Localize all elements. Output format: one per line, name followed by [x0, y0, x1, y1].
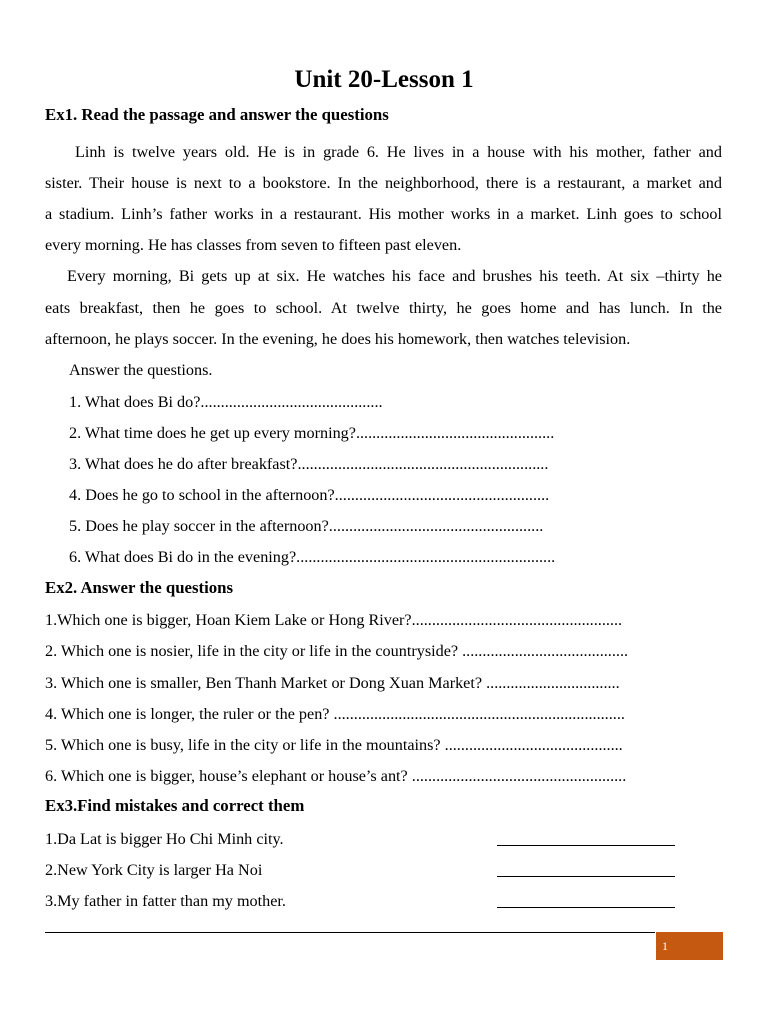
ex1-question: 1. What does Bi do?.............................................: [69, 393, 383, 411]
passage-line: eats breakfast, then he goes to school. At twelve thirty, he goes home and has lunch. In the: [45, 299, 722, 317]
ex2-question: 2. Which one is nosier, life in the city or life in the countryside? .........................................: [45, 642, 629, 660]
ex1-question: 3. What does he do after breakfast?..............................................................: [69, 455, 549, 473]
ex3-heading: Ex3.Find mistakes and correct them: [45, 796, 305, 815]
passage-line: sister. Their house is next to a bookstore. In the neighborhood, there is a restaurant, a market and: [45, 174, 722, 192]
passage-line: Linh is twelve years old. He is in grade 6. He lives in a house with his mother, father and: [75, 143, 722, 161]
ex3-item: 1.Da Lat is bigger Ho Chi Minh city.: [45, 830, 284, 848]
ex2-question: 3. Which one is smaller, Ben Thanh Market or Dong Xuan Market? .................................: [45, 674, 620, 692]
ex2-question: 1.Which one is bigger, Hoan Kiem Lake or Hong River?....................................................: [45, 611, 623, 629]
ex1-question: 5. Does he play soccer in the afternoon?.....................................................: [69, 517, 544, 535]
ex2-question: 6. Which one is bigger, house’s elephant or house’s ant? .....................................................: [45, 767, 627, 785]
answer-blank[interactable]: [497, 907, 675, 908]
ex1-heading: Ex1. Read the passage and answer the questions: [45, 105, 389, 124]
page-title: Unit 20-Lesson 1: [294, 66, 474, 93]
page-number: 1: [656, 932, 723, 960]
ex1-question: 2. What time does he get up every morning?.................................................: [69, 424, 555, 442]
ex3-item: 3.My father in fatter than my mother.: [45, 892, 286, 910]
ex3-item: 2.New York City is larger Ha Noi: [45, 861, 263, 879]
ex2-heading: Ex2. Answer the questions: [45, 578, 234, 597]
ex1-question: 6. What does Bi do in the evening?................................................................: [69, 548, 556, 566]
ex2-question: 4. Which one is longer, the ruler or the pen? ........................................................................: [45, 705, 625, 723]
passage-line: a stadium. Linh’s father works in a restaurant. His mother works in a market. Linh goes to school: [45, 205, 722, 223]
ex1-instruction: Answer the questions.: [69, 361, 213, 379]
ex2-question: 5. Which one is busy, life in the city or life in the mountains? ............................................: [45, 736, 623, 754]
passage-line: afternoon, he plays soccer. In the evening, he does his homework, then watches television.: [45, 330, 631, 348]
ex1-question: 4. Does he go to school in the afternoon?.....................................................: [69, 486, 550, 504]
passage-line: every morning. He has classes from seven to fifteen past eleven.: [45, 236, 462, 254]
passage-line: Every morning, Bi gets up at six. He watches his face and brushes his teeth. At six –thirty he: [67, 267, 722, 285]
footer-rule: [45, 932, 655, 933]
answer-blank[interactable]: [497, 876, 675, 877]
answer-blank[interactable]: [497, 845, 675, 846]
